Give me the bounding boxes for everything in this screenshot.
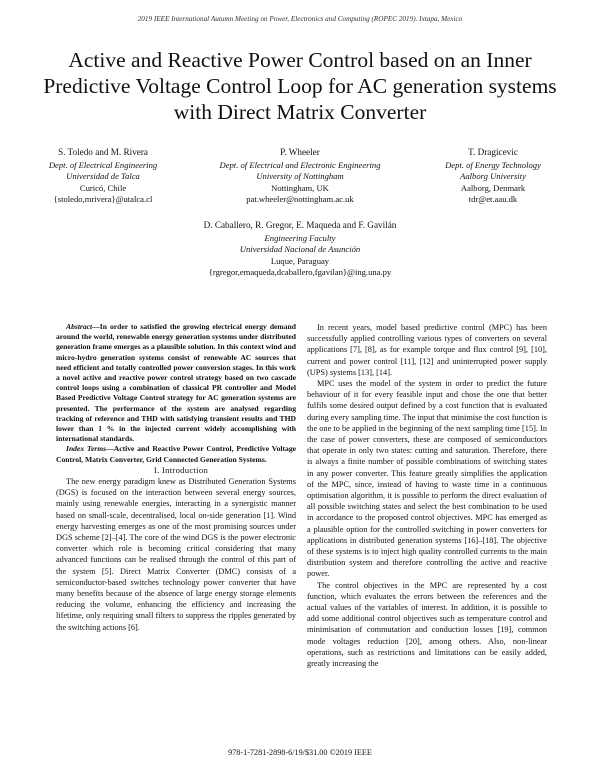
right-column	[307, 322, 547, 669]
author-location: Nottingham, UK	[271, 182, 329, 193]
abstract	[56, 322, 296, 444]
left-column	[56, 322, 296, 633]
author-institution: Universidad de Talca	[66, 171, 140, 181]
author-block-3	[418, 147, 568, 206]
body-paragraph: MPC uses the model of the system in order to predict the future behaviour of it for every feasible input and chose the one that better fulfils some desired output defined by a cost function that is evaluated during every sampling time. The input that minimise the cost function is the one to be applied in the beginning of the next sampling time [15]. In the case of power converters, these are composed of semiconductors that operate in only two states: cutting and saturation. Therefore, there is always a finite number of possible combinations of switching states in any power converter. This feature greatly simplifies the application of the MPC, since, instead of having to waste time in a continuous optimisation algorithm, it is possible to perform the direct evaluation of all possible switching states and select the best combination to be used in accordance to the proposed control objectives. MPC has emerged as a plausible option for the controlled switching in power converters for applications in distributed generation systems [16]–[18]. The objective of these systems is to inject high quality controlled currents to the main distribution system and therefore controlling the active and reactive power.	[307, 379, 547, 579]
author-email: pat.wheeler@nottingham.ac.uk	[246, 194, 354, 204]
author-email: tdr@et.aau.dk	[468, 194, 518, 204]
author-institution: Aalborg University	[460, 171, 526, 181]
author-name: T. Dragicevic	[468, 147, 518, 157]
index-terms	[56, 444, 296, 464]
author-location: Curicó, Chile	[79, 182, 127, 193]
author-name: D. Caballero, R. Gregor, E. Maqueda and F. Gavilán	[203, 220, 397, 230]
abstract-label: Abstract	[66, 322, 93, 331]
author-dept: Engineering Faculty	[264, 232, 336, 243]
paper-title: Active and Reactive Power Control based on an Inner Predictive Voltage Control Loop for AC generation systems with Direct Matrix Converter	[43, 48, 557, 124]
body-paragraph: The control objectives in the MPC are represented by a cost function, which evaluates the errors between the references and the actual values of the variables of interest. In addition, it is possible to add some additional control objectives such as temperature control and minimisation of commutation and conduction losses [19], common mode voltages reduction [20], among others. Also, non-linear operations, such as restrictions and limitations can be easily added, greatly increasing the	[307, 580, 547, 669]
author-block-4	[150, 220, 450, 279]
author-email: {rgregor,emaqueda,dcaballero,fgavilan}@ing.una.py	[208, 267, 392, 277]
author-location: Aalborg, Denmark	[460, 182, 526, 193]
author-name: P. Wheeler	[280, 147, 320, 157]
author-institution: University of Nottingham	[256, 171, 344, 181]
copyright-footer: 978-1-7281-2898-6/19/$31.00 ©2019 IEEE	[228, 748, 372, 757]
section-heading: I. Introduction	[153, 464, 209, 475]
author-location: Luque, Paraguay	[270, 255, 330, 266]
author-dept: Dept. of Electrical and Electronic Engineering	[219, 159, 381, 170]
author-dept: Dept. of Electrical Engineering	[48, 159, 158, 170]
author-dept: Dept. of Energy Technology	[445, 159, 541, 170]
abstract-text: —In order to satisfied the growing electrical energy demand around the world, renewable energy generation systems under distributed generation frame emerges as a plausible solution. In this context wind and micro-hydro generation systems consist of renewable AC sources that need efficient and totally controlled power conversion stages. In this work a novel active and reactive power control strategy based on two cascade control loops using a combination of classical PR controller and Model Based Predictive Voltage Control strategy for AC generation systems are presented. The performance of the system are analysed regarding tracking of reference and THD with satisfying transient results and THD lower than 1 % in the injected current widely accomplishing with international standards.	[56, 322, 296, 444]
body-paragraph: In recent years, model based predictive control (MPC) has been successfully applied controlling various types of converters on several applications [7], [8], as for example torque and flux control [9], [10], current and power control [11], [12] and uninterrupted power supply (UPS) systems [13], [14].	[307, 323, 547, 377]
conference-header: 2019 IEEE International Autumn Meeting on Power, Electronics and Computing (ROPEC 2019). Ixtapa, Mexico	[137, 15, 463, 23]
author-block-1	[28, 147, 178, 206]
body-paragraph: The new energy paradigm knew as Distributed Generation Systems (DGS) is focused on the interaction between several energy sources, mainly using renewable energies, interacting in a synergistic manner based on small-scale, decentralised, local on-side generation [1]. Wind energy harvesting emerges as one of the most promising sources under DGS scheme [2]–[4]. The core of the wind DGS is the power electronic converter which role is becoming critical considering that many advanced functions can be realised through the control of this part of the system [5]. Direct Matrix Converter (DMC) consists of a semiconductor-based switches technology power converter that have many benefits because of the absence of large energy storage elements reducing the volume, enhancing the efficiency and increasing the lifetime, only requiring small filters to suppress the ripples generated by the switching actions [6].	[56, 477, 296, 632]
author-institution: Universidad Nacional de Asunción	[239, 244, 361, 254]
index-terms-label: Index Terms	[66, 444, 107, 454]
index-terms-text: —Active and Reactive Power Control, Predictive Voltage Control, Matrix Converter, Grid Connected Generation Systems.	[56, 444, 296, 464]
author-email: {stoledo,mrivera}@utalca.cl	[53, 194, 153, 204]
author-block-2	[190, 147, 410, 206]
author-name: S. Toledo and M. Rivera	[57, 147, 149, 157]
